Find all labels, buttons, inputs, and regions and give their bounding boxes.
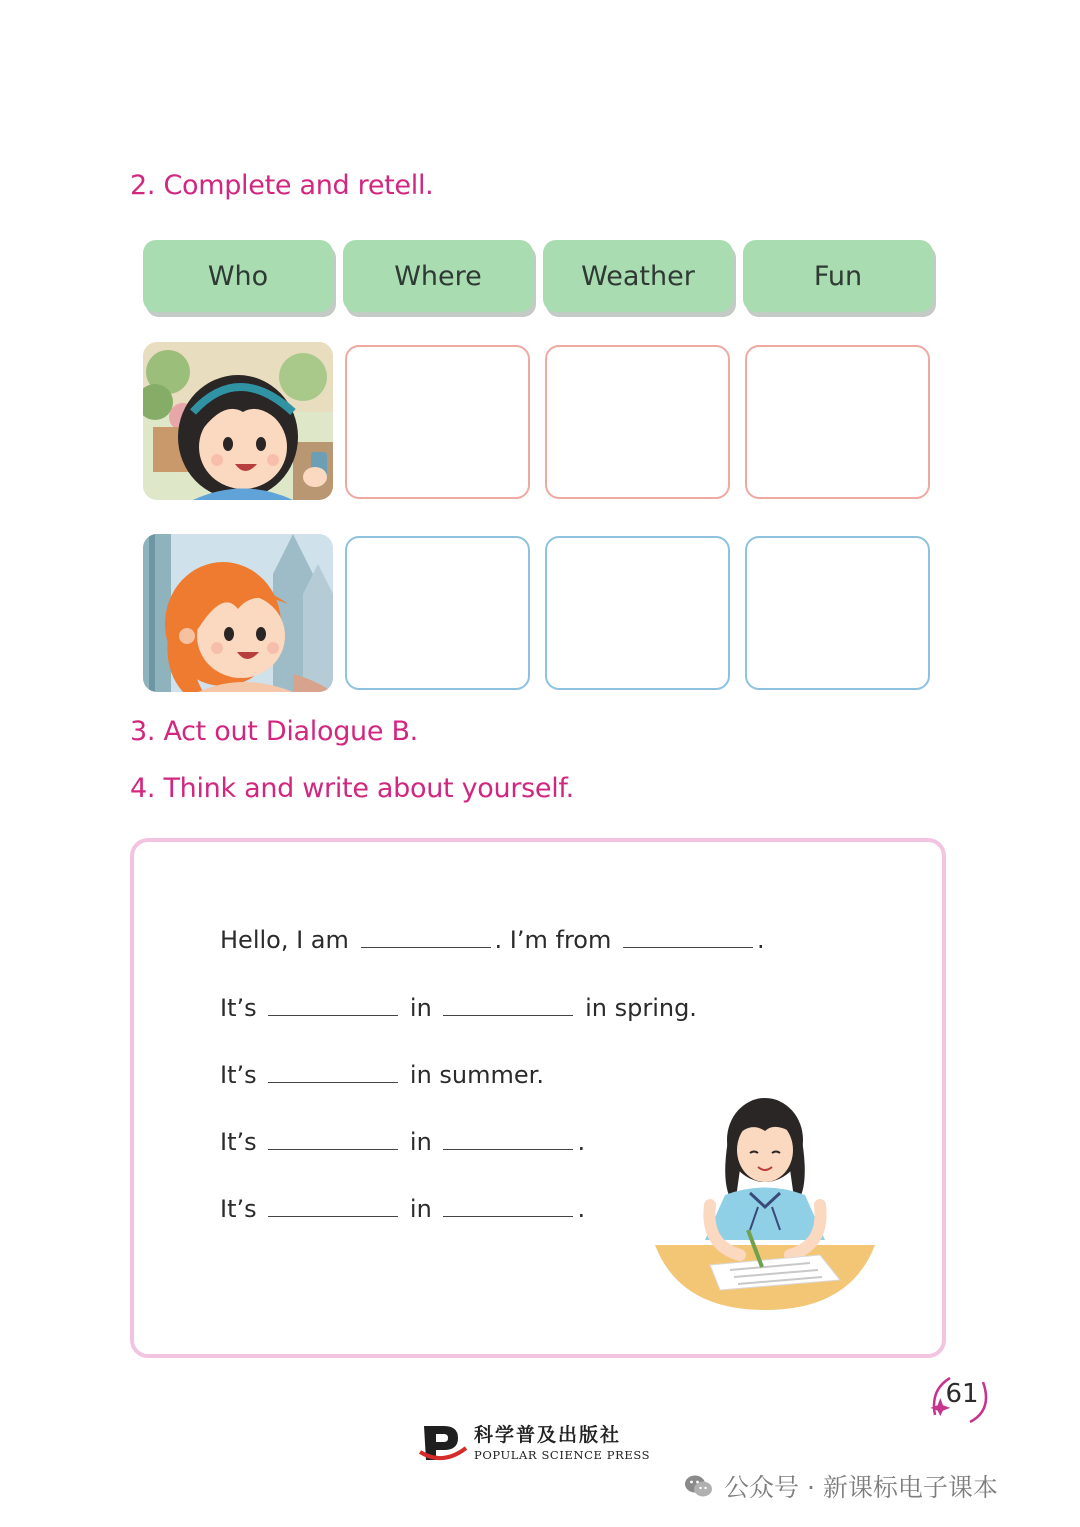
writing-line-5	[220, 1192, 585, 1226]
header-fun: Fun	[743, 240, 933, 312]
line1-text-c: .	[757, 926, 765, 954]
line3-blank-weather[interactable]	[268, 1058, 398, 1083]
line4-text-c: .	[577, 1128, 586, 1156]
exercise-4-heading: 4. Think and write about yourself.	[130, 773, 574, 804]
watermark-text: 公众号 · 新课标电子课本	[724, 1473, 998, 1502]
line3-text-b: in summer.	[409, 1061, 544, 1089]
line4-blank-weather[interactable]	[268, 1125, 398, 1150]
girl-orange-hair-illustration	[143, 534, 333, 692]
writing-line-4	[220, 1125, 585, 1159]
line4-text-a: It’s	[220, 1128, 257, 1156]
line1-text-a: Hello, I am	[220, 926, 349, 954]
answer-box-weather-row2[interactable]	[545, 536, 730, 690]
answer-box-weather-row1[interactable]	[545, 345, 730, 499]
exercise-3-heading: 3. Act out Dialogue B.	[130, 716, 418, 747]
answer-box-where-row2[interactable]	[345, 536, 530, 690]
line1-blank-name[interactable]	[361, 923, 491, 948]
writing-line-2	[220, 991, 697, 1025]
publisher-name-cn: 科学普及出版社	[474, 1424, 622, 1446]
header-who: Who	[143, 240, 333, 312]
line3-text-a: It’s	[220, 1061, 257, 1089]
line1-text-b: . I’m from	[494, 926, 612, 954]
line2-blank-weather[interactable]	[268, 991, 398, 1016]
writing-line-3	[220, 1058, 544, 1092]
retell-table-header	[143, 240, 933, 312]
line2-text-a: It’s	[220, 994, 257, 1022]
publisher-logo-icon	[418, 1420, 468, 1464]
line5-text-a: It’s	[220, 1195, 257, 1223]
line5-blank-weather[interactable]	[268, 1192, 398, 1217]
wechat-icon	[684, 1473, 714, 1499]
line1-blank-country[interactable]	[623, 923, 753, 948]
line2-text-b: in	[409, 994, 432, 1022]
line5-text-c: .	[577, 1195, 586, 1223]
watermark	[684, 1468, 998, 1504]
page-number: 61	[945, 1379, 979, 1409]
line4-blank-season[interactable]	[443, 1125, 573, 1150]
answer-box-fun-row1[interactable]	[745, 345, 930, 499]
answer-box-where-row1[interactable]	[345, 345, 530, 499]
header-weather: Weather	[543, 240, 733, 312]
line5-blank-season[interactable]	[443, 1192, 573, 1217]
line4-text-b: in	[409, 1128, 432, 1156]
publisher-name-en: POPULAR SCIENCE PRESS	[474, 1448, 651, 1462]
line2-blank-place[interactable]	[443, 991, 573, 1016]
line5-text-b: in	[409, 1195, 432, 1223]
writing-line-1	[220, 923, 765, 957]
answer-box-fun-row2[interactable]	[745, 536, 930, 690]
girl-writing-illustration	[650, 1095, 880, 1315]
girl-headband-illustration	[143, 342, 333, 500]
header-where: Where	[343, 240, 533, 312]
line2-text-c: in spring.	[585, 994, 697, 1022]
exercise-2-heading: 2. Complete and retell.	[130, 170, 434, 201]
